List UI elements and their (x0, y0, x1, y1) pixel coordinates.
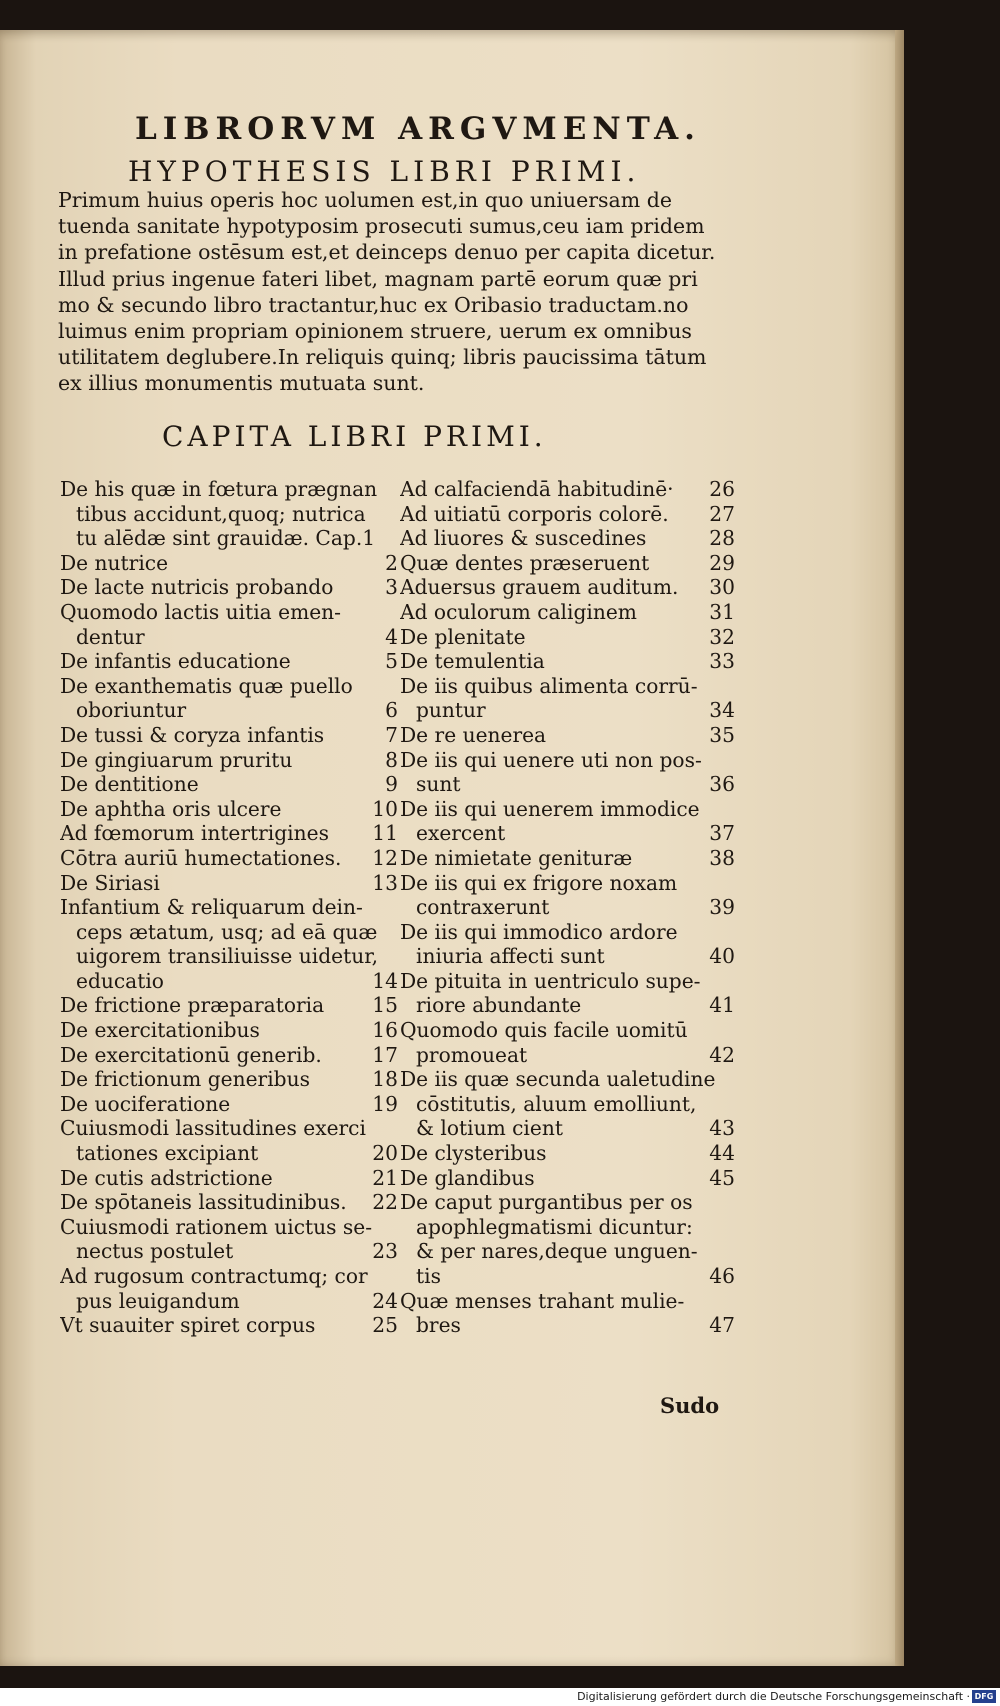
toc-entry-text: Quæ dentes præseruent (400, 550, 650, 575)
toc-entry-text: De spōtaneis lassitudinibus. (60, 1190, 347, 1215)
toc-column-right (400, 477, 737, 1338)
toc-entry (400, 649, 737, 674)
toc-page-number: 26 (709, 477, 735, 501)
toc-page-number: 30 (709, 575, 735, 600)
toc-page-number: 41 (709, 993, 735, 1018)
toc-page-number: 11 (372, 821, 398, 846)
toc-entry (60, 1018, 400, 1043)
toc-entry-text: De tussi & coryza infantis (60, 722, 325, 747)
toc-entry-text: tationes excipiant (76, 1141, 259, 1166)
hypothesis-title: HYPOTHESIS LIBRI PRIMI. (128, 155, 641, 188)
toc-page-number: 38 (709, 845, 735, 870)
toc-page-number: 33 (709, 649, 735, 674)
toc-page-number: 25 (372, 1313, 398, 1338)
toc-entry (60, 1043, 400, 1068)
toc-entry (60, 551, 400, 576)
toc-entry (60, 821, 400, 846)
toc-entry (400, 1190, 737, 1288)
toc-page-number: 28 (709, 526, 735, 551)
capita-title: CAPITA LIBRI PRIMI. (162, 420, 547, 453)
toc-entry (400, 575, 737, 600)
toc-page-number: 6 (385, 698, 398, 723)
toc-entry (60, 1264, 400, 1313)
toc-page-number: 7 (385, 722, 398, 747)
toc-entry (400, 1067, 737, 1141)
toc-entry-text: De exercitationibus (60, 1018, 260, 1043)
toc-page-number: 15 (372, 993, 398, 1018)
intro-line: Primum huius operis hoc uolumen est,in quo uniuersam de (58, 188, 672, 212)
toc-entry-text: De glandibus (400, 1165, 535, 1190)
toc-entry (400, 600, 737, 625)
intro-paragraph (58, 187, 748, 397)
toc-entry-text: Quomodo lactis uitia emen- (60, 599, 341, 624)
toc-entry (60, 895, 400, 993)
toc-entry-text: De frictione præparatoria (60, 993, 325, 1018)
toc-entry-text: De infantis educatione (60, 649, 291, 674)
toc-entry-text: tu alēdæ sint grauidæ. Cap.1 (76, 526, 376, 551)
toc-entry-text: De uociferatione (60, 1091, 231, 1116)
intro-line: Illud prius ingenue fateri libet, magnam partē eorum quæ pri (58, 266, 698, 291)
toc-entry-text: Ad uitiatū corporis colorē. (400, 501, 669, 526)
toc-entry (400, 920, 737, 969)
intro-line: utilitatem deglubere.In reliquis quinq; libris paucissima tātum (58, 345, 707, 370)
toc-entry (60, 600, 400, 649)
toc-entry-text: De exanthematis quæ puello (60, 673, 353, 698)
toc-page-number: 8 (385, 747, 398, 772)
toc-page-number: 43 (709, 1116, 735, 1141)
toc-entry-text: De pituita in uentriculo supe- (400, 968, 701, 993)
toc-entry-text: promoueat (416, 1042, 528, 1067)
toc-entry-text: De aphtha oris ulcere (60, 796, 282, 821)
toc-page-number: 5 (385, 649, 398, 674)
toc-column-left (60, 477, 400, 1338)
toc-entry-text: De gingiuarum pruritu (60, 747, 293, 772)
toc-entry-text: Ad fœmorum intertrigines (60, 821, 329, 846)
toc-entry (400, 748, 737, 797)
toc-entry-text: Cuiusmodi lassitudines exerci (60, 1116, 366, 1141)
toc-page-number: 9 (385, 772, 398, 797)
toc-entry (60, 871, 400, 896)
toc-entry-text: Aduersus grauem auditum. (400, 575, 679, 600)
toc-page-number: 34 (709, 698, 735, 723)
toc-entry (60, 846, 400, 871)
toc-entry-text: Quomodo quis facile uomitū (400, 1018, 688, 1043)
toc-entry-text: De lacte nutricis probando (60, 575, 334, 600)
toc-page-number: 22 (372, 1190, 398, 1215)
toc-page-number: 3 (385, 575, 398, 600)
toc-entry-text: sunt (416, 772, 461, 797)
toc-entry (400, 1166, 737, 1191)
toc-entry-text: Infantium & reliquarum dein- (60, 895, 363, 920)
toc-page-number: 23 (372, 1239, 398, 1264)
toc-entry-text: pus leuigandum (76, 1288, 240, 1313)
toc-entry-text: De Siriasi (60, 870, 160, 895)
toc-page-number (394, 526, 398, 551)
toc-entry-text: De iis quæ secunda ualetudine (400, 1067, 716, 1092)
toc-entry (60, 477, 400, 551)
toc-entry (60, 797, 400, 822)
toc-page-number: 35 (709, 722, 735, 747)
footer-bar (0, 1688, 1000, 1706)
intro-line: in prefatione ostēsum est,et deinceps denuo per capita dicetur. (58, 240, 716, 265)
toc-entry-text: oboriuntur (76, 698, 187, 723)
toc-entry-text: Vt suauiter spiret corpus (60, 1313, 316, 1338)
toc-entry-text: puntur (416, 698, 486, 723)
toc-page-number: 16 (372, 1018, 398, 1043)
toc-entry-text: De his quæ in fœtura prægnan (60, 477, 378, 501)
toc-page-number: 18 (372, 1067, 398, 1092)
toc-entry (60, 649, 400, 674)
toc-entry-text: Ad liuores & suscedines (400, 526, 647, 551)
toc-page-number: 44 (709, 1141, 735, 1166)
toc-page-number: 17 (372, 1042, 398, 1067)
toc-entry-text: De clysteribus (400, 1141, 547, 1166)
intro-line: luimus enim propriam opinionem struere, uerum ex omnibus (58, 318, 692, 343)
toc-page-number: 37 (709, 821, 735, 846)
toc-entry-text: De nimietate genituræ (400, 845, 633, 870)
toc-entry-text: tis (416, 1264, 441, 1288)
toc-entry-text: cōstitutis, aluum emolliunt, (416, 1091, 697, 1116)
page-edge (895, 30, 904, 1666)
toc-page-number: 20 (372, 1141, 398, 1166)
toc-entry-text: Cōtra auriū humectationes. (60, 845, 342, 870)
toc-entry (400, 477, 737, 502)
toc-page-number: 47 (709, 1313, 735, 1338)
toc-entry-text: De iis qui ex frigore noxam (400, 870, 678, 895)
toc-entry-text: De plenitate (400, 624, 526, 649)
toc-entry-text: De temulentia (400, 649, 545, 674)
toc-page-number: 13 (372, 870, 398, 895)
toc-page-number: 45 (709, 1165, 735, 1190)
toc-entry (400, 625, 737, 650)
toc-page-number: 39 (709, 895, 735, 920)
toc-entry (400, 846, 737, 871)
intro-line: mo & secundo libro tractantur,huc ex Oribasio traductam.no (58, 292, 689, 317)
toc-page-number: 31 (709, 599, 735, 624)
toc-entry (400, 797, 737, 846)
toc-entry-text: De iis qui uenere uti non pos- (400, 747, 702, 772)
toc-entry (400, 1289, 737, 1338)
toc-entry-text: Ad oculorum caliginem (400, 599, 637, 624)
toc-page-number: 19 (372, 1091, 398, 1116)
toc-entry (400, 674, 737, 723)
toc-page-number: 21 (372, 1165, 398, 1190)
toc-entry-text: De exercitationū generib. (60, 1042, 322, 1067)
toc-entry (60, 993, 400, 1018)
toc-entry-text: Ad calfaciendā habitudinē· (400, 477, 674, 501)
toc-page-number: 40 (709, 944, 735, 969)
toc-page-number: 42 (709, 1042, 735, 1067)
toc-entry (60, 1116, 400, 1165)
toc-entry-text: nectus postulet (76, 1239, 234, 1264)
toc-entry (400, 1018, 737, 1067)
toc-entry (400, 969, 737, 1018)
toc-entry-text: tibus accidunt,quoq; nutrica (76, 501, 366, 526)
toc-page-number: 36 (709, 772, 735, 797)
toc-entry (60, 1215, 400, 1264)
toc-entry (400, 871, 737, 920)
toc-entry-text: & lotium cient (416, 1116, 563, 1141)
toc-page-number: 2 (385, 550, 398, 575)
toc-entry-text: exercent (416, 821, 506, 846)
toc-entry (60, 772, 400, 797)
toc-entry (400, 526, 737, 551)
toc-entry-text: & per nares,deque unguen- (416, 1239, 698, 1264)
toc-entry (60, 575, 400, 600)
toc-entry-text: De iis qui uenerem immodice (400, 796, 700, 821)
toc-entry-text: bres (416, 1313, 461, 1338)
toc-page-number: 10 (372, 796, 398, 821)
toc-entry-text: De re uenerea (400, 722, 547, 747)
toc-entry (400, 502, 737, 527)
toc-entry (60, 1092, 400, 1117)
toc-entry-text: De caput purgantibus per os (400, 1190, 693, 1215)
toc-page-number: 32 (709, 624, 735, 649)
toc-entry (400, 1141, 737, 1166)
intro-line: ex illius monumentis mutuata sunt. (58, 371, 425, 396)
toc-entry-text: De iis quibus alimenta corrū- (400, 673, 698, 698)
toc-entry (60, 1190, 400, 1215)
toc-entry-text: De nutrice (60, 550, 169, 575)
toc-entry-text: contraxerunt (416, 895, 550, 920)
toc-entry-text: iniuria affecti sunt (416, 944, 605, 969)
toc-entry (60, 1313, 400, 1338)
toc-page-number: 46 (709, 1264, 735, 1288)
toc-entry (400, 723, 737, 748)
toc-page-number: 12 (372, 845, 398, 870)
toc-entry-text: Cuiusmodi rationem uictus se- (60, 1214, 373, 1239)
toc-entry-text: De cutis adstrictione (60, 1165, 273, 1190)
toc-entry-text: riore abundante (416, 993, 582, 1018)
footer-credit: Digitalisierung gefördert durch die Deutsche Forschungsgemeinschaft · (577, 1690, 970, 1703)
dfg-logo: DFG (972, 1690, 996, 1703)
toc-entry-text: dentur (76, 624, 145, 649)
toc-entry-text: ceps ætatum, usq; ad eā quæ (76, 919, 378, 944)
toc-entry-text: De iis qui immodico ardore (400, 919, 678, 944)
toc-page-number: 29 (709, 550, 735, 575)
toc-page-number: 24 (372, 1288, 398, 1313)
toc-entry-text: De frictionum generibus (60, 1067, 310, 1092)
toc-entry-text: apophlegmatismi dicuntur: (416, 1214, 693, 1239)
toc-entry (60, 674, 400, 723)
running-head: LIBRORVM ARGVMENTA. (135, 111, 701, 147)
toc-page-number: 14 (372, 968, 398, 993)
toc-entry-text: De dentitione (60, 772, 199, 797)
toc-entry (60, 1166, 400, 1191)
toc-page-number: 27 (709, 501, 735, 526)
toc-entry-text: uigorem transiliuisse uidetur, (76, 944, 379, 969)
toc-entry-text: Quæ menses trahant mulie- (400, 1288, 685, 1313)
toc-entry (60, 1067, 400, 1092)
toc-page-number: 4 (385, 624, 398, 649)
toc-entry-text: Ad rugosum contractumq; cor (60, 1264, 368, 1288)
toc-entry (400, 551, 737, 576)
toc-entry (60, 723, 400, 748)
intro-line: tuenda sanitate hypotyposim prosecuti sumus,ceu iam pridem (58, 214, 705, 239)
catchword: Sudo (660, 1393, 720, 1418)
toc-entry-text: educatio (76, 968, 164, 993)
toc-entry (60, 748, 400, 773)
